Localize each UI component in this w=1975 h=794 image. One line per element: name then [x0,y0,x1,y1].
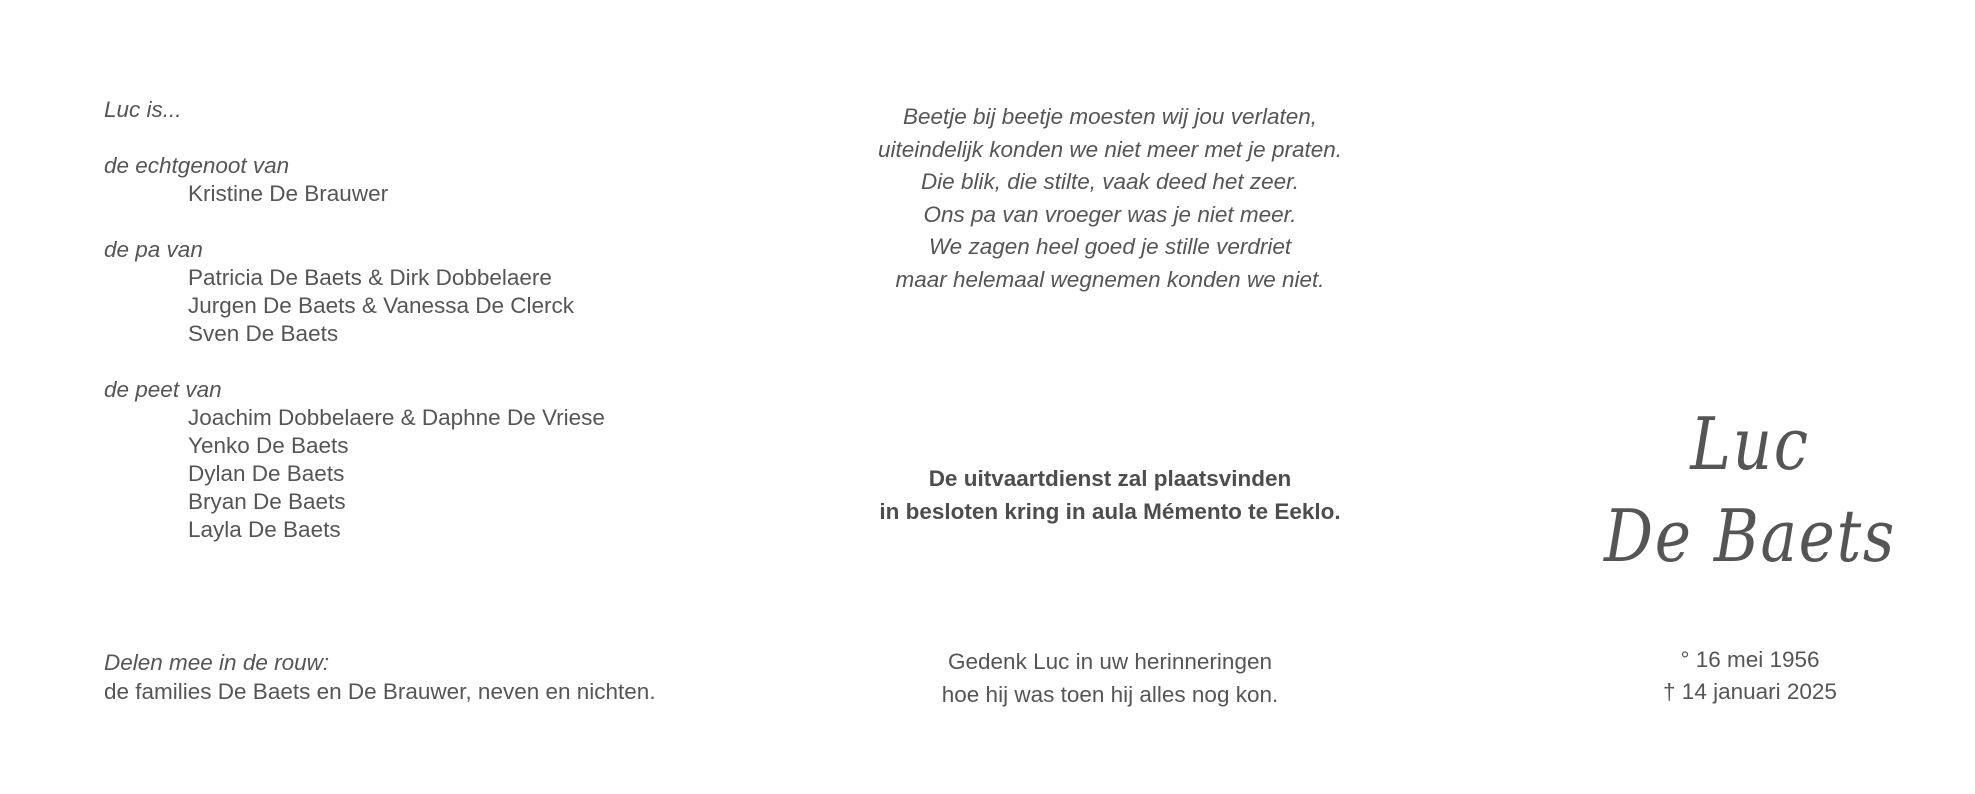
remembrance-line: hoe hij was toen hij alles nog kon. [941,681,1279,707]
last-name: De Baets [1603,494,1897,578]
family-name: Yenko De Baets [188,433,349,458]
mourning-label: Delen mee in de rouw: [104,650,330,675]
birth-date: ° 16 mei 1956 [1680,647,1820,672]
mourning-text: de families De Baets en De Brauwer, neven en nichten. [104,679,656,704]
service-line: De uitvaartdienst zal plaatsvinden [928,466,1292,491]
poem-line: Die blik, die stilte, vaak deed het zeer. [920,169,1300,194]
remembrance-text [780,646,1440,711]
poem-line: We zagen heel goed je stille verdriet [928,234,1292,259]
deceased-name [1560,400,1940,584]
group-label-godfather: de peet van [104,377,222,402]
poem-line: uiteindelijk konden we niet meer met je praten. [877,136,1342,162]
poem [780,101,1440,296]
family-name: Dylan De Baets [188,461,345,486]
service-line: in besloten kring in aula Mémento te Eeklo. [879,499,1341,524]
life-dates [1560,644,1940,708]
spacer [104,348,824,376]
death-date: † 14 januari 2025 [1663,679,1837,704]
family-name: Patricia De Baets & Dirk Dobbelaere [188,265,552,290]
spacer [104,208,824,236]
group-label-spouse: de echtgenoot van [104,153,290,178]
family-list [104,96,824,544]
first-name: Luc [1690,402,1810,486]
family-name: Sven De Baets [188,321,339,346]
remembrance-line: Gedenk Luc in uw herinneringen [948,649,1272,674]
family-name: Bryan De Baets [188,489,346,514]
mourning-block [104,648,824,706]
group-label-father: de pa van [104,237,203,262]
family-name: Jurgen De Baets & Vanessa De Clerck [188,293,575,318]
family-name: Joachim Dobbelaere & Daphne De Vriese [188,405,605,430]
family-name: Kristine De Brauwer [188,181,389,206]
service-notice [780,462,1440,528]
intro-text: Luc is... [104,97,182,122]
spacer [104,124,824,152]
poem-line: maar helemaal wegnemen konden we niet. [895,266,1325,292]
poem-line: Ons pa van vroeger was je niet meer. [923,201,1297,227]
poem-line: Beetje bij beetje moesten wij jou verlaten, [903,104,1317,129]
family-name: Layla De Baets [188,517,341,542]
